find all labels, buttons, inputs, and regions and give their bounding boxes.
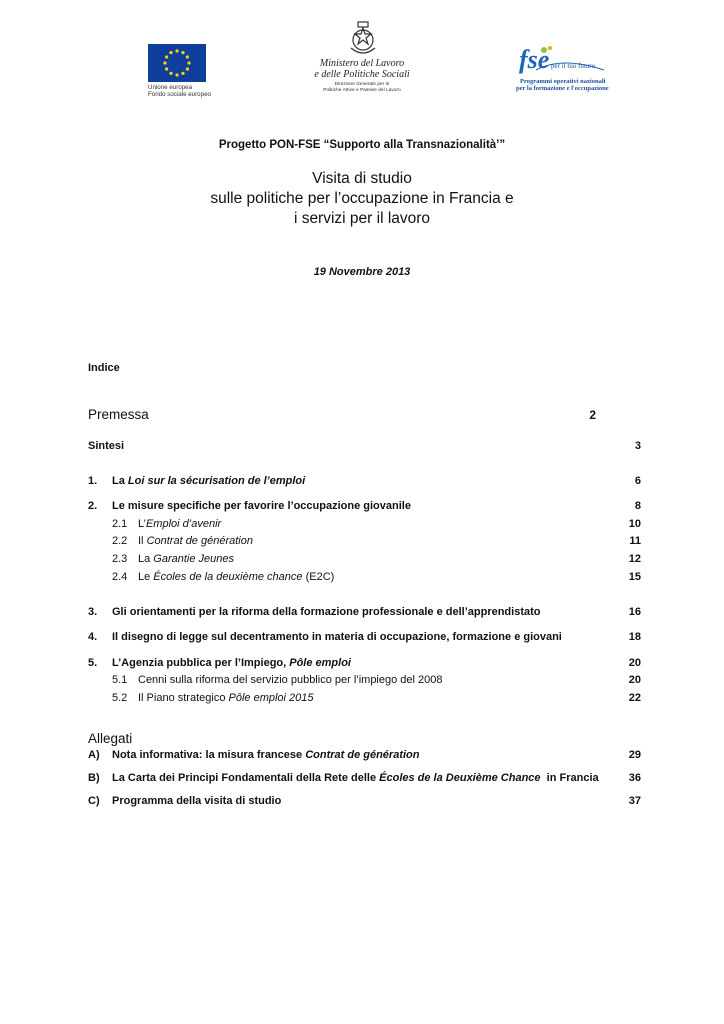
toc-entry	[88, 605, 641, 619]
toc-title-text: L’Agenzia pubblica per l’Impiego,	[112, 657, 290, 669]
toc-number: B)	[88, 772, 100, 784]
ministry-name	[300, 58, 424, 80]
toc-title: Cenni sulla riforma del servizio pubblico per l’impiego del 2008	[138, 674, 443, 686]
toc-title: Programma della visita di studio	[112, 795, 282, 807]
eu-caption-line: Fondo sociale europeo	[148, 91, 211, 98]
document-date: 19 Novembre 2013	[313, 266, 411, 278]
toc-entry	[88, 499, 641, 513]
toc-title-italic: Écoles de la Deuxième Chance	[379, 772, 541, 784]
toc-title	[138, 552, 234, 566]
toc-number: A)	[88, 749, 100, 761]
toc-subentry	[88, 534, 641, 548]
toc-page: 29	[628, 749, 641, 761]
toc-title-text: Il	[138, 535, 147, 547]
eu-caption-line: Unione europea	[148, 84, 193, 91]
toc-page: 6	[634, 475, 641, 487]
toc-page: 3	[634, 440, 641, 452]
fse-program-line: per la formazione e l'occupazione	[516, 85, 609, 92]
toc-number: 5.	[88, 657, 98, 669]
toc-page: 20	[628, 657, 641, 669]
index-heading	[88, 361, 641, 375]
toc-number: 2.1	[112, 518, 128, 530]
document-title-line: i servizi per il lavoro	[293, 210, 431, 227]
toc-annex-entry	[88, 771, 641, 785]
toc-page: 37	[628, 795, 641, 807]
toc-title-text: La Carta dei Principi Fondamentali della Rete delle	[112, 772, 380, 784]
toc-number: 1.	[88, 475, 98, 487]
toc-subentry	[88, 517, 641, 531]
italian-republic-emblem-icon	[346, 20, 380, 58]
toc-subentry	[88, 673, 641, 687]
toc-title	[138, 517, 221, 531]
toc-page: 16	[628, 606, 641, 618]
toc-title-text: L’	[138, 518, 146, 530]
toc-title-text: Il Piano strategico	[138, 692, 229, 704]
toc-number: 2.2	[112, 535, 128, 547]
toc-page: 22	[628, 692, 641, 704]
toc-title-italic: Pôle emploi	[289, 657, 351, 669]
index-label: Indice	[88, 362, 120, 374]
eu-flag-logo	[148, 44, 206, 82]
toc-title: Le misure specifiche per favorire l’occupazione giovanile	[112, 500, 411, 512]
toc-entry	[88, 656, 641, 670]
toc-page: 2	[589, 408, 596, 422]
toc-title-italic: Garantie Jeunes	[153, 553, 235, 565]
toc-title-italic: Écoles de la deuxième chance	[153, 571, 303, 583]
toc-title-italic: Contrat de génération	[305, 749, 420, 761]
toc-title	[112, 656, 351, 670]
toc-label: Premessa	[88, 407, 149, 422]
document-title-line: sulle politiche per l’occupazione in Francia e	[210, 190, 514, 207]
toc-label: Sintesi	[88, 440, 125, 452]
toc-number: 3.	[88, 606, 98, 618]
toc-title-text: Le	[138, 571, 154, 583]
eu-stars-icon	[148, 44, 206, 82]
toc-title: Gli orientamenti per la riforma della formazione professionale e dell’apprendistato	[112, 606, 541, 618]
toc-subentry	[88, 570, 641, 584]
toc-title	[138, 570, 334, 584]
toc-title	[138, 534, 253, 548]
ministry-line: Ministero del Lavoro	[319, 58, 405, 69]
toc-number: 4.	[88, 631, 98, 643]
toc-title-italic: Pôle emploi 2015	[228, 692, 314, 704]
toc-number: 2.4	[112, 571, 128, 583]
ministry-dir-line: Politiche Attive e Passive del Lavoro	[323, 86, 401, 92]
toc-subentry	[88, 691, 641, 705]
toc-title-italic: Emploi d’avenir	[145, 518, 222, 530]
allegati-heading	[88, 731, 641, 747]
toc-number: 5.1	[112, 674, 128, 686]
toc-page: 12	[628, 553, 641, 565]
ministry-dir-line: Direzione Generale per le	[334, 81, 390, 86]
toc-page: 10	[628, 518, 641, 530]
toc-title	[112, 771, 599, 785]
fse-mark: fse	[519, 45, 550, 74]
ministry-directorate	[300, 81, 424, 92]
toc-title-suffix: (E2C)	[302, 571, 335, 583]
toc-page: 20	[628, 674, 641, 686]
toc-entry	[88, 474, 641, 488]
allegati-label: Allegati	[88, 731, 133, 746]
project-heading: Progetto PON-FSE “Supporto alla Transnazionalità’”	[218, 139, 506, 151]
toc-title	[138, 691, 314, 705]
document-title-line: Visita di studio	[312, 170, 412, 187]
toc-subentry	[88, 552, 641, 566]
toc-page: 15	[628, 571, 641, 583]
toc-page: 11	[629, 535, 641, 547]
toc-number: C)	[88, 795, 100, 807]
toc-number: 2.3	[112, 553, 128, 565]
toc-page: 8	[634, 500, 641, 512]
toc-entry	[88, 630, 641, 644]
toc-title: Il disegno di legge sul decentramento in materia di occupazione, formazione e giovani	[112, 631, 562, 643]
toc-title-italic: Contrat de génération	[146, 535, 253, 547]
toc-title-italic: Loi sur la sécurisation de l’emploi	[127, 475, 306, 487]
toc-sintesi	[88, 439, 641, 453]
toc-annex-entry	[88, 748, 641, 762]
toc-number: 5.2	[112, 692, 128, 704]
fse-program-line: Programmi operativi nazionali	[520, 78, 606, 85]
toc-title-suffix: in Francia	[540, 772, 599, 784]
toc-title-text: La	[138, 553, 154, 565]
toc-page: 36	[628, 772, 641, 784]
toc-title	[112, 748, 419, 762]
toc-page: 18	[628, 631, 641, 643]
toc-number: 2.	[88, 500, 98, 512]
fse-tagline: per il tuo futuro	[551, 62, 596, 70]
ministry-line: e delle Politiche Sociali	[314, 69, 410, 80]
toc-annex-entry	[88, 794, 641, 808]
toc-title-text: La	[112, 475, 128, 487]
toc-premessa	[88, 407, 596, 423]
eu-caption	[148, 84, 211, 98]
toc-title	[112, 474, 305, 488]
toc-title-text: Nota informativa: la misura francese	[112, 749, 306, 761]
